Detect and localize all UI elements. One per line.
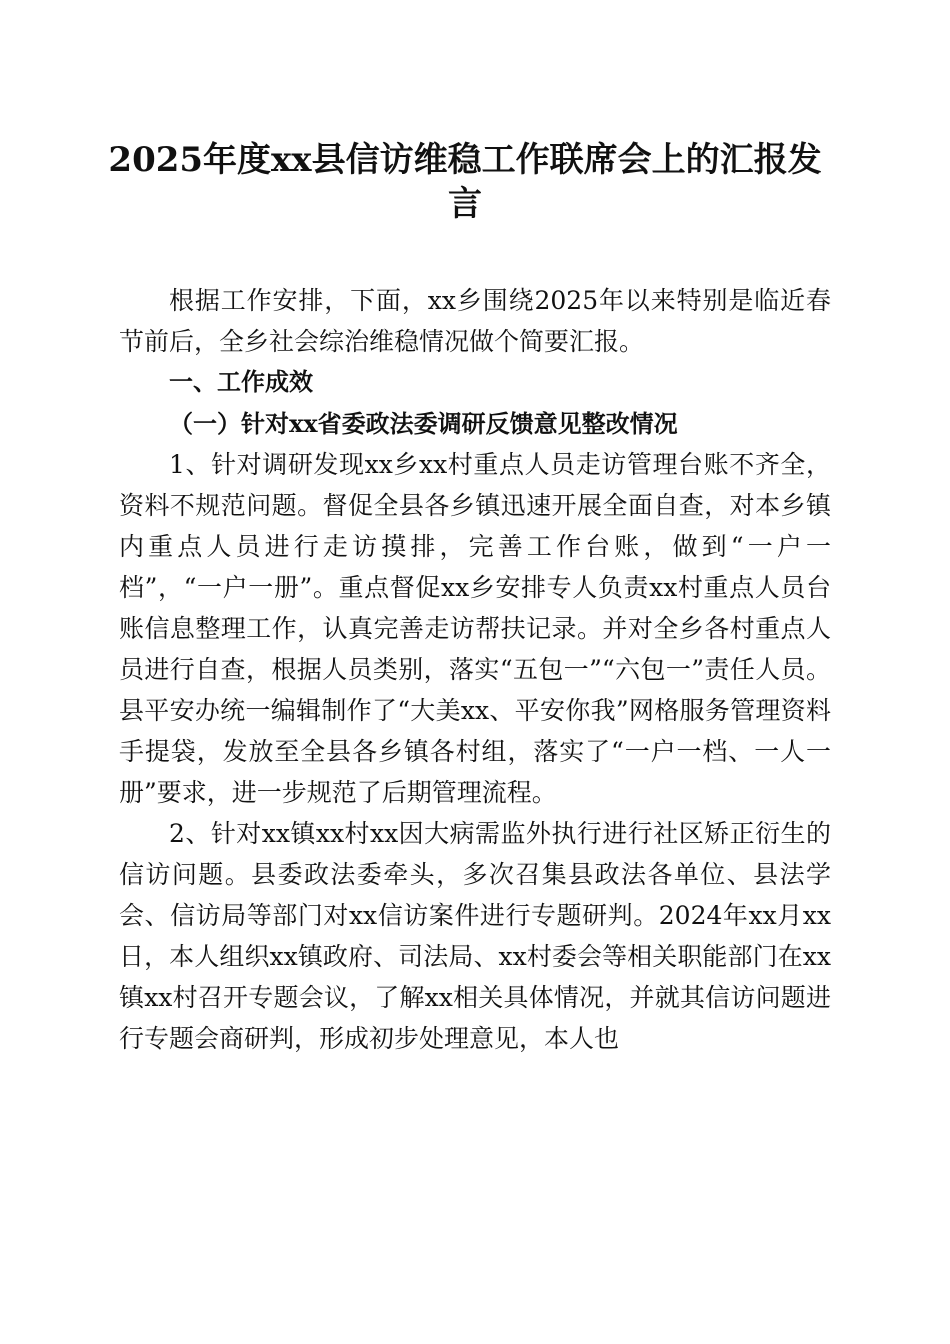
body-paragraph-2: 2、针对xx镇xx村xx因大病需监外执行进行社区矫正衍生的信访问题。县委政法委牵头，多次召集县政法各单位、县法学会、信访局等部门对xx信访案件进行专题研判。2024年xx月xx日，本人组织xx镇政府、司法局、xx村委会等相关职能部门在xx镇xx村召开专题会议，了解xx相关具体情况，并就其信访问题进行专题会商研判，形成初步处理意见，本人也: [119, 819, 831, 1053]
document-title: 2025年度xx县信访维稳工作联席会上的汇报发言: [108, 140, 822, 224]
subsection-heading: （一）针对xx省委政法委调研反馈意见整改情况: [169, 409, 678, 438]
document-body: [119, 280, 831, 1059]
intro-paragraph: 根据工作安排，下面，xx乡围绕2025年以来特别是临近春节前后，全乡社会综治维稳情况做个简要汇报。: [119, 286, 831, 356]
body-paragraph-1: 1、针对调研发现xx乡xx村重点人员走访管理台账不齐全，资料不规范问题。督促全县各乡镇迅速开展全面自查，对本乡镇内重点人员进行走访摸排，完善工作台账，做到“一户一档”，“一户一册”。重点督促xx乡安排专人负责xx村重点人员台账信息整理工作，认真完善走访帮扶记录。并对全乡各村重点人员进行自查，根据人员类别，落实“五包一”“六包一”责任人员。县平安办统一编辑制作了“大美xx、平安你我”网格服务管理资料手提袋，发放至全县各乡镇各村组，落实了“一户一档、一人一册”要求，进一步规范了后期管理流程。: [119, 450, 831, 807]
section-heading: 一、工作成效: [169, 368, 313, 396]
